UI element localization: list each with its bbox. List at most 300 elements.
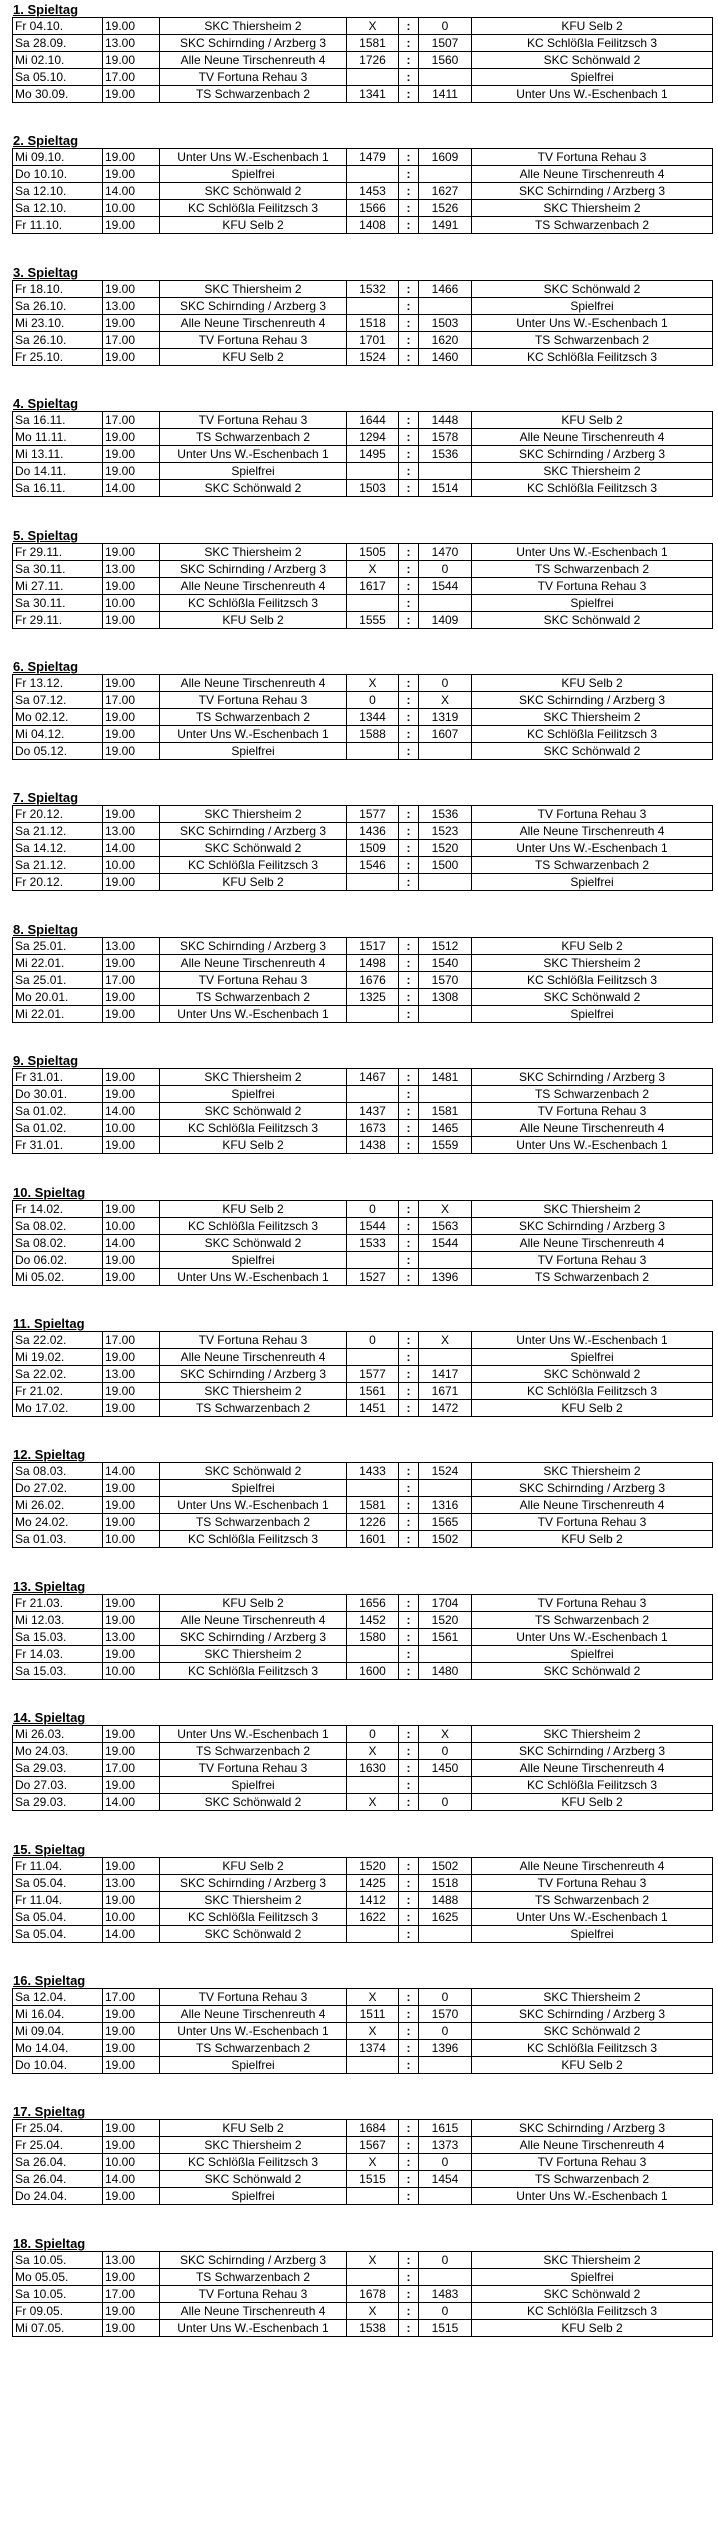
home-team: TS Schwarzenbach 2	[160, 86, 347, 103]
home-score	[347, 1926, 399, 1943]
match-date: Do 06.02.	[13, 1252, 103, 1269]
away-team: Unter Uns W.-Eschenbach 1	[472, 1909, 713, 1926]
match-date: Fr 04.10.	[13, 18, 103, 35]
matchday-table	[12, 1988, 713, 2074]
home-score: X	[347, 675, 399, 692]
match-time: 17.00	[103, 412, 160, 429]
match-time: 19.00	[103, 2188, 160, 2205]
match-date: Mi 09.04.	[13, 2023, 103, 2040]
away-score: 1514	[419, 480, 472, 497]
away-score: 0	[419, 18, 472, 35]
away-team: SKC Schirnding / Arzberg 3	[472, 2120, 713, 2137]
away-score: 1396	[419, 1269, 472, 1286]
home-team: TV Fortuna Rehau 3	[160, 412, 347, 429]
matchday-title: 10. Spieltag	[13, 1185, 86, 1200]
home-score: 1452	[347, 1612, 399, 1629]
match-date: Mo 24.03.	[13, 1743, 103, 1760]
match-time: 19.00	[103, 1743, 160, 1760]
score-separator: :	[399, 2154, 419, 2171]
match-time: 19.00	[103, 1892, 160, 1909]
score-separator: :	[399, 1777, 419, 1794]
match-date: Mi 07.05.	[13, 2320, 103, 2337]
home-team: SKC Schönwald 2	[160, 2171, 347, 2188]
away-score: 1526	[419, 200, 472, 217]
away-team: TV Fortuna Rehau 3	[472, 578, 713, 595]
away-score	[419, 743, 472, 760]
match-date: Sa 15.03.	[13, 1663, 103, 1680]
match-time: 10.00	[103, 595, 160, 612]
match-date: Mi 19.02.	[13, 1349, 103, 1366]
table-row	[13, 709, 713, 726]
score-separator: :	[399, 1006, 419, 1023]
home-team: SKC Schönwald 2	[160, 1103, 347, 1120]
home-team: Spielfrei	[160, 166, 347, 183]
match-time: 14.00	[103, 1926, 160, 1943]
away-team: TS Schwarzenbach 2	[472, 857, 713, 874]
home-team: Alle Neune Tirschenreuth 4	[160, 315, 347, 332]
table-row	[13, 972, 713, 989]
match-time: 19.00	[103, 612, 160, 629]
match-time: 13.00	[103, 823, 160, 840]
score-separator: :	[399, 1120, 419, 1137]
table-row	[13, 1612, 713, 1629]
table-row	[13, 2120, 713, 2137]
table-row	[13, 1120, 713, 1137]
match-date: Mo 05.05.	[13, 2269, 103, 2286]
away-score: 1488	[419, 1892, 472, 1909]
away-team: TS Schwarzenbach 2	[472, 2171, 713, 2188]
away-team: KC Schlößla Feilitzsch 3	[472, 972, 713, 989]
match-time: 13.00	[103, 1629, 160, 1646]
match-time: 10.00	[103, 1120, 160, 1137]
table-row	[13, 1349, 713, 1366]
home-score	[347, 874, 399, 891]
match-date: Fr 25.04.	[13, 2120, 103, 2137]
matchday-17	[12, 2104, 712, 2205]
home-team: SKC Thiersheim 2	[160, 806, 347, 823]
home-score	[347, 2057, 399, 2074]
table-row	[13, 840, 713, 857]
home-team: KC Schlößla Feilitzsch 3	[160, 1531, 347, 1548]
away-score: 0	[419, 2023, 472, 2040]
home-team: Unter Uns W.-Eschenbach 1	[160, 1726, 347, 1743]
table-row	[13, 1514, 713, 1531]
away-score: 0	[419, 2154, 472, 2171]
home-score: 1678	[347, 2286, 399, 2303]
away-score	[419, 1777, 472, 1794]
home-team: SKC Schirnding / Arzberg 3	[160, 35, 347, 52]
away-team: KFU Selb 2	[472, 18, 713, 35]
away-team: KC Schlößla Feilitzsch 3	[472, 349, 713, 366]
home-team: Spielfrei	[160, 2188, 347, 2205]
score-separator: :	[399, 2320, 419, 2337]
away-score: 1396	[419, 2040, 472, 2057]
home-team: KC Schlößla Feilitzsch 3	[160, 2154, 347, 2171]
away-team: Spielfrei	[472, 2269, 713, 2286]
away-score: 1316	[419, 1497, 472, 1514]
home-score	[347, 2188, 399, 2205]
matchday-table	[12, 543, 713, 629]
home-score	[347, 743, 399, 760]
score-separator: :	[399, 743, 419, 760]
home-score: 1520	[347, 1858, 399, 1875]
away-team: KC Schlößla Feilitzsch 3	[472, 480, 713, 497]
match-date: Mo 20.01.	[13, 989, 103, 1006]
matchday-10	[12, 1185, 712, 1286]
table-row	[13, 2040, 713, 2057]
matchday-18	[12, 2236, 712, 2337]
away-score: 1609	[419, 149, 472, 166]
table-row	[13, 1989, 713, 2006]
match-date: Do 30.01.	[13, 1086, 103, 1103]
away-score: 1454	[419, 2171, 472, 2188]
home-score: 1425	[347, 1875, 399, 1892]
table-row	[13, 743, 713, 760]
match-time: 19.00	[103, 1349, 160, 1366]
home-score: 1617	[347, 578, 399, 595]
home-team: SKC Schirnding / Arzberg 3	[160, 1875, 347, 1892]
match-date: Mo 30.09.	[13, 86, 103, 103]
score-separator: :	[399, 2303, 419, 2320]
table-row	[13, 463, 713, 480]
score-separator: :	[399, 1332, 419, 1349]
home-team: Unter Uns W.-Eschenbach 1	[160, 1269, 347, 1286]
match-time: 19.00	[103, 2006, 160, 2023]
away-score	[419, 1252, 472, 1269]
home-team: Spielfrei	[160, 1777, 347, 1794]
score-separator: :	[399, 1760, 419, 1777]
match-time: 19.00	[103, 1514, 160, 1531]
match-time: 19.00	[103, 1400, 160, 1417]
match-date: Sa 29.03.	[13, 1760, 103, 1777]
matchday-9	[12, 1053, 712, 1154]
match-time: 19.00	[103, 874, 160, 891]
match-time: 19.00	[103, 463, 160, 480]
match-time: 13.00	[103, 1875, 160, 1892]
home-team: KC Schlößla Feilitzsch 3	[160, 1218, 347, 1235]
home-score: 1581	[347, 35, 399, 52]
match-date: Sa 26.04.	[13, 2171, 103, 2188]
away-team: TV Fortuna Rehau 3	[472, 806, 713, 823]
match-date: Do 05.12.	[13, 743, 103, 760]
home-score: X	[347, 18, 399, 35]
away-score: 0	[419, 2303, 472, 2320]
score-separator: :	[399, 349, 419, 366]
match-time: 19.00	[103, 1086, 160, 1103]
home-score: 1538	[347, 2320, 399, 2337]
home-team: Unter Uns W.-Eschenbach 1	[160, 1006, 347, 1023]
table-row	[13, 1201, 713, 1218]
away-score: 1409	[419, 612, 472, 629]
matchday-table	[12, 148, 713, 234]
home-score: 1341	[347, 86, 399, 103]
match-time: 14.00	[103, 480, 160, 497]
home-team: KFU Selb 2	[160, 874, 347, 891]
matchday-table	[12, 937, 713, 1023]
home-team: SKC Schönwald 2	[160, 1463, 347, 1480]
away-score: 1540	[419, 955, 472, 972]
away-score	[419, 69, 472, 86]
match-time: 14.00	[103, 1463, 160, 1480]
matchday-table	[12, 1462, 713, 1548]
home-team: Unter Uns W.-Eschenbach 1	[160, 446, 347, 463]
matchday-title: 2. Spieltag	[13, 133, 79, 148]
match-date: Fr 31.01.	[13, 1069, 103, 1086]
away-team: KC Schlößla Feilitzsch 3	[472, 2303, 713, 2320]
table-row	[13, 200, 713, 217]
match-time: 19.00	[103, 1006, 160, 1023]
table-row	[13, 183, 713, 200]
away-score: X	[419, 1332, 472, 1349]
away-score: 1607	[419, 726, 472, 743]
match-time: 19.00	[103, 2040, 160, 2057]
match-time: 19.00	[103, 578, 160, 595]
match-date: Mi 26.02.	[13, 1497, 103, 1514]
matchday-title: 5. Spieltag	[13, 528, 79, 543]
match-date: Sa 10.05.	[13, 2286, 103, 2303]
table-row	[13, 1497, 713, 1514]
score-separator: :	[399, 463, 419, 480]
match-time: 19.00	[103, 1646, 160, 1663]
home-team: SKC Thiersheim 2	[160, 1646, 347, 1663]
match-time: 19.00	[103, 217, 160, 234]
matchday-1	[12, 2, 712, 103]
match-date: Mi 22.01.	[13, 1006, 103, 1023]
home-team: SKC Schönwald 2	[160, 183, 347, 200]
match-date: Sa 26.10.	[13, 332, 103, 349]
match-date: Fr 20.12.	[13, 874, 103, 891]
away-score	[419, 166, 472, 183]
away-score: 1481	[419, 1069, 472, 1086]
away-score: 1625	[419, 1909, 472, 1926]
table-row	[13, 315, 713, 332]
match-time: 10.00	[103, 200, 160, 217]
home-team: SKC Schönwald 2	[160, 1926, 347, 1943]
score-separator: :	[399, 69, 419, 86]
away-score	[419, 2057, 472, 2074]
away-team: SKC Schirnding / Arzberg 3	[472, 1480, 713, 1497]
away-score	[419, 595, 472, 612]
match-date: Sa 10.05.	[13, 2252, 103, 2269]
match-time: 19.00	[103, 429, 160, 446]
away-team: SKC Schirnding / Arzberg 3	[472, 1743, 713, 1760]
away-score: 1515	[419, 2320, 472, 2337]
matchday-title: 16. Spieltag	[13, 1973, 86, 1988]
away-team: TS Schwarzenbach 2	[472, 217, 713, 234]
match-date: Mo 14.04.	[13, 2040, 103, 2057]
matchday-title: 14. Spieltag	[13, 1710, 86, 1725]
away-team: TV Fortuna Rehau 3	[472, 1252, 713, 1269]
away-score	[419, 1086, 472, 1103]
score-separator: :	[399, 561, 419, 578]
away-score: 1570	[419, 2006, 472, 2023]
away-score: 1483	[419, 2286, 472, 2303]
home-score: X	[347, 2023, 399, 2040]
match-date: Fr 09.05.	[13, 2303, 103, 2320]
score-separator: :	[399, 2252, 419, 2269]
score-separator: :	[399, 332, 419, 349]
away-team: SKC Schönwald 2	[472, 989, 713, 1006]
home-team: TV Fortuna Rehau 3	[160, 692, 347, 709]
home-team: SKC Thiersheim 2	[160, 281, 347, 298]
away-score: 1319	[419, 709, 472, 726]
away-team: SKC Schönwald 2	[472, 1366, 713, 1383]
match-date: Sa 01.03.	[13, 1531, 103, 1548]
away-team: Unter Uns W.-Eschenbach 1	[472, 1137, 713, 1154]
matchday-table	[12, 1200, 713, 1286]
matchday-title: 9. Spieltag	[13, 1053, 79, 1068]
match-date: Fr 11.04.	[13, 1858, 103, 1875]
match-time: 19.00	[103, 675, 160, 692]
away-score: X	[419, 692, 472, 709]
match-date: Fr 13.12.	[13, 675, 103, 692]
match-date: Mi 23.10.	[13, 315, 103, 332]
table-row	[13, 1892, 713, 1909]
match-time: 19.00	[103, 1777, 160, 1794]
home-team: SKC Schirnding / Arzberg 3	[160, 2252, 347, 2269]
score-separator: :	[399, 412, 419, 429]
table-row	[13, 52, 713, 69]
home-team: KC Schlößla Feilitzsch 3	[160, 595, 347, 612]
score-separator: :	[399, 166, 419, 183]
match-date: Sa 16.11.	[13, 412, 103, 429]
home-team: Unter Uns W.-Eschenbach 1	[160, 149, 347, 166]
away-team: TV Fortuna Rehau 3	[472, 1875, 713, 1892]
match-time: 10.00	[103, 1531, 160, 1548]
away-score: 1308	[419, 989, 472, 1006]
match-date: Fr 31.01.	[13, 1137, 103, 1154]
table-row	[13, 692, 713, 709]
score-separator: :	[399, 1201, 419, 1218]
away-team: SKC Schönwald 2	[472, 281, 713, 298]
matchday-title: 17. Spieltag	[13, 2104, 86, 2119]
home-team: SKC Schirnding / Arzberg 3	[160, 298, 347, 315]
score-separator: :	[399, 217, 419, 234]
away-team: Spielfrei	[472, 69, 713, 86]
table-row	[13, 149, 713, 166]
match-date: Sa 08.02.	[13, 1218, 103, 1235]
away-team: KC Schlößla Feilitzsch 3	[472, 1777, 713, 1794]
away-score: 1503	[419, 315, 472, 332]
away-team: Alle Neune Tirschenreuth 4	[472, 1858, 713, 1875]
home-score: 1600	[347, 1663, 399, 1680]
matchday-11	[12, 1316, 712, 1417]
table-row	[13, 86, 713, 103]
home-score: 1226	[347, 1514, 399, 1531]
home-team: SKC Schönwald 2	[160, 1235, 347, 1252]
score-separator: :	[399, 1612, 419, 1629]
home-score: 1437	[347, 1103, 399, 1120]
home-team: Spielfrei	[160, 2057, 347, 2074]
table-row	[13, 35, 713, 52]
away-score: 0	[419, 561, 472, 578]
table-row	[13, 1269, 713, 1286]
match-date: Sa 21.12.	[13, 823, 103, 840]
away-team: KC Schlößla Feilitzsch 3	[472, 2040, 713, 2057]
score-separator: :	[399, 692, 419, 709]
match-time: 17.00	[103, 1332, 160, 1349]
match-date: Sa 30.11.	[13, 595, 103, 612]
home-team: KC Schlößla Feilitzsch 3	[160, 1663, 347, 1680]
score-separator: :	[399, 480, 419, 497]
home-score: 0	[347, 1726, 399, 1743]
match-date: Sa 29.03.	[13, 1794, 103, 1811]
away-team: KC Schlößla Feilitzsch 3	[472, 35, 713, 52]
away-score	[419, 1006, 472, 1023]
home-team: KFU Selb 2	[160, 2120, 347, 2137]
score-separator: :	[399, 2286, 419, 2303]
home-team: SKC Thiersheim 2	[160, 18, 347, 35]
match-date: Fr 21.02.	[13, 1383, 103, 1400]
home-team: KC Schlößla Feilitzsch 3	[160, 857, 347, 874]
matchday-title: 1. Spieltag	[13, 2, 79, 17]
match-date: Do 24.04.	[13, 2188, 103, 2205]
matchday-table	[12, 1068, 713, 1154]
table-row	[13, 1480, 713, 1497]
home-team: KC Schlößla Feilitzsch 3	[160, 1909, 347, 1926]
away-score: 1411	[419, 86, 472, 103]
away-score: 1570	[419, 972, 472, 989]
table-row	[13, 1777, 713, 1794]
home-team: SKC Schönwald 2	[160, 840, 347, 857]
score-separator: :	[399, 446, 419, 463]
score-separator: :	[399, 1531, 419, 1548]
home-team: Unter Uns W.-Eschenbach 1	[160, 1497, 347, 1514]
match-date: Sa 07.12.	[13, 692, 103, 709]
home-score: 1726	[347, 52, 399, 69]
matchday-table	[12, 1725, 713, 1811]
match-time: 19.00	[103, 1269, 160, 1286]
matchday-2	[12, 133, 712, 234]
away-team: SKC Schirnding / Arzberg 3	[472, 446, 713, 463]
match-date: Fr 18.10.	[13, 281, 103, 298]
match-time: 19.00	[103, 2269, 160, 2286]
match-time: 13.00	[103, 2252, 160, 2269]
away-team: TV Fortuna Rehau 3	[472, 1514, 713, 1531]
matchday-16	[12, 1973, 712, 2074]
score-separator: :	[399, 1794, 419, 1811]
score-separator: :	[399, 1629, 419, 1646]
away-team: Spielfrei	[472, 1926, 713, 1943]
matchday-4	[12, 396, 712, 497]
score-separator: :	[399, 1252, 419, 1269]
away-score: 1581	[419, 1103, 472, 1120]
away-team: Spielfrei	[472, 595, 713, 612]
match-time: 19.00	[103, 1383, 160, 1400]
score-separator: :	[399, 938, 419, 955]
away-team: SKC Schirnding / Arzberg 3	[472, 183, 713, 200]
table-row	[13, 1235, 713, 1252]
match-time: 14.00	[103, 1794, 160, 1811]
away-score	[419, 874, 472, 891]
home-team: KFU Selb 2	[160, 349, 347, 366]
match-date: Mo 11.11.	[13, 429, 103, 446]
match-date: Sa 08.02.	[13, 1235, 103, 1252]
match-date: Sa 05.10.	[13, 69, 103, 86]
home-team: SKC Thiersheim 2	[160, 1069, 347, 1086]
score-separator: :	[399, 675, 419, 692]
score-separator: :	[399, 989, 419, 1006]
match-date: Do 10.10.	[13, 166, 103, 183]
score-separator: :	[399, 429, 419, 446]
away-score: 1417	[419, 1366, 472, 1383]
match-time: 14.00	[103, 1103, 160, 1120]
home-score	[347, 1006, 399, 1023]
table-row	[13, 1743, 713, 1760]
match-time: 17.00	[103, 692, 160, 709]
home-team: KFU Selb 2	[160, 1201, 347, 1218]
match-date: Fr 14.03.	[13, 1646, 103, 1663]
